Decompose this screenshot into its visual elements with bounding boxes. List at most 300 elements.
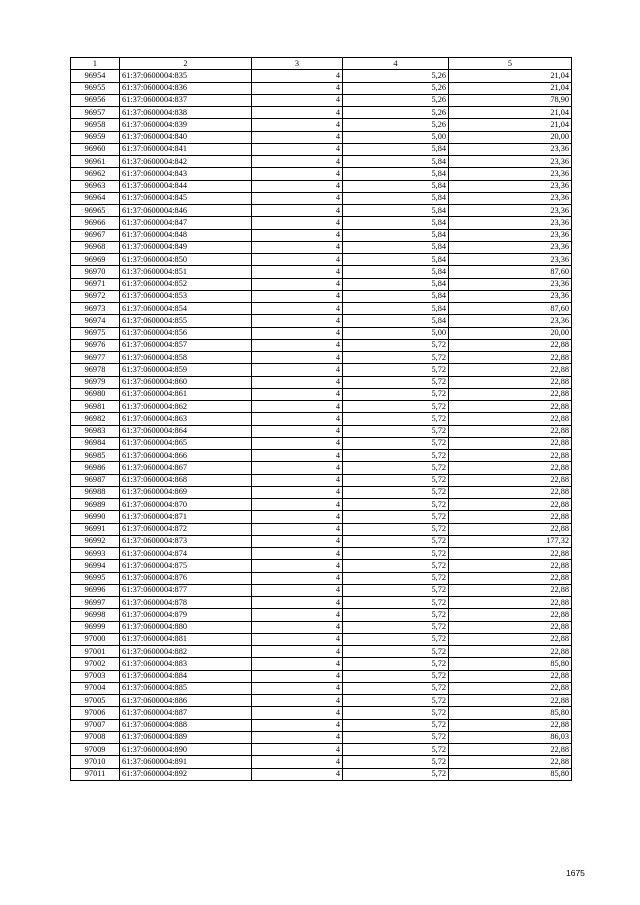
column-header: 4 (343, 58, 449, 70)
table-cell: 5,72 (343, 695, 449, 707)
table-row (71, 205, 572, 217)
table-cell: 61:37:0600004:886 (120, 695, 252, 707)
table-cell: 61:37:0600004:878 (120, 597, 252, 609)
table-cell: 96998 (71, 609, 120, 621)
table-cell: 96966 (71, 217, 120, 229)
table-cell: 4 (252, 523, 343, 535)
table-cell: 22,88 (449, 437, 572, 449)
table-body (71, 70, 572, 781)
table-cell: 61:37:0600004:846 (120, 205, 252, 217)
table-cell: 78,90 (449, 94, 572, 106)
table-cell: 5,26 (343, 107, 449, 119)
table-cell: 4 (252, 584, 343, 596)
table-cell: 22,88 (449, 695, 572, 707)
table-cell: 5,72 (343, 646, 449, 658)
table-cell: 4 (252, 192, 343, 204)
table-row (71, 768, 572, 780)
table-cell: 96991 (71, 523, 120, 535)
table-cell: 85,80 (449, 658, 572, 670)
table-cell: 4 (252, 205, 343, 217)
table-row (71, 425, 572, 437)
table-cell: 97002 (71, 658, 120, 670)
table-cell: 5,72 (343, 364, 449, 376)
table-cell: 5,84 (343, 229, 449, 241)
table-cell: 61:37:0600004:840 (120, 131, 252, 143)
table-cell: 5,84 (343, 156, 449, 168)
table-row (71, 486, 572, 498)
table-row (71, 119, 572, 131)
table-cell: 5,84 (343, 217, 449, 229)
table-row (71, 450, 572, 462)
table-cell: 85,80 (449, 768, 572, 780)
table-cell: 96973 (71, 303, 120, 315)
table-row (71, 658, 572, 670)
table-cell: 22,88 (449, 474, 572, 486)
table-cell: 22,88 (449, 584, 572, 596)
table-row (71, 339, 572, 351)
table-cell: 22,88 (449, 744, 572, 756)
table-cell: 4 (252, 278, 343, 290)
table-cell: 5,72 (343, 682, 449, 694)
table-row (71, 584, 572, 596)
table-cell: 177,32 (449, 535, 572, 547)
table-cell: 96970 (71, 266, 120, 278)
table-cell: 96984 (71, 437, 120, 449)
table-cell: 4 (252, 560, 343, 572)
column-header: 5 (449, 58, 572, 70)
table-cell: 96993 (71, 548, 120, 560)
table-cell: 61:37:0600004:841 (120, 143, 252, 155)
table-cell: 96965 (71, 205, 120, 217)
table-cell: 4 (252, 425, 343, 437)
table-row (71, 499, 572, 511)
table-cell: 5,72 (343, 462, 449, 474)
table-cell: 5,84 (343, 303, 449, 315)
table-cell: 4 (252, 131, 343, 143)
table-row (71, 82, 572, 94)
table-cell: 22,88 (449, 364, 572, 376)
table-cell: 4 (252, 474, 343, 486)
table-row (71, 327, 572, 339)
table-cell: 61:37:0600004:885 (120, 682, 252, 694)
table-cell: 61:37:0600004:891 (120, 756, 252, 768)
table-cell: 5,72 (343, 744, 449, 756)
table-cell: 97009 (71, 744, 120, 756)
table-cell: 4 (252, 572, 343, 584)
table-cell: 23,36 (449, 180, 572, 192)
table-cell: 61:37:0600004:879 (120, 609, 252, 621)
table-row (71, 597, 572, 609)
table-row (71, 364, 572, 376)
table-row (71, 278, 572, 290)
table-cell: 5,84 (343, 266, 449, 278)
table-row (71, 143, 572, 155)
table-cell: 61:37:0600004:836 (120, 82, 252, 94)
table-cell: 22,88 (449, 388, 572, 400)
table-row (71, 229, 572, 241)
table-row (71, 560, 572, 572)
table-cell: 22,88 (449, 401, 572, 413)
table-cell: 96983 (71, 425, 120, 437)
table-cell: 61:37:0600004:887 (120, 707, 252, 719)
column-header: 1 (71, 58, 120, 70)
table-cell: 96972 (71, 290, 120, 302)
table-cell: 4 (252, 437, 343, 449)
table-cell: 4 (252, 376, 343, 388)
table-cell: 4 (252, 315, 343, 327)
table-row (71, 168, 572, 180)
table-cell: 4 (252, 609, 343, 621)
table-cell: 5,72 (343, 523, 449, 535)
table-cell: 61:37:0600004:845 (120, 192, 252, 204)
table-cell: 23,36 (449, 290, 572, 302)
column-header: 3 (252, 58, 343, 70)
table-row (71, 695, 572, 707)
table-cell: 61:37:0600004:850 (120, 254, 252, 266)
table-cell: 61:37:0600004:852 (120, 278, 252, 290)
table-cell: 61:37:0600004:844 (120, 180, 252, 192)
table-cell: 96978 (71, 364, 120, 376)
table-cell: 96996 (71, 584, 120, 596)
table-cell: 22,88 (449, 719, 572, 731)
table-cell: 97005 (71, 695, 120, 707)
column-header: 2 (120, 58, 252, 70)
table-cell: 4 (252, 119, 343, 131)
table-cell: 5,72 (343, 450, 449, 462)
table-cell: 61:37:0600004:848 (120, 229, 252, 241)
table-cell: 61:37:0600004:877 (120, 584, 252, 596)
table-cell: 4 (252, 94, 343, 106)
table-cell: 96960 (71, 143, 120, 155)
table-cell: 61:37:0600004:856 (120, 327, 252, 339)
table-cell: 61:37:0600004:859 (120, 364, 252, 376)
table-row (71, 180, 572, 192)
table-cell: 97006 (71, 707, 120, 719)
table-cell: 61:37:0600004:857 (120, 339, 252, 351)
table-cell: 21,04 (449, 82, 572, 94)
table-cell: 96999 (71, 621, 120, 633)
table-cell: 4 (252, 486, 343, 498)
table-cell: 20,00 (449, 327, 572, 339)
table-cell: 96992 (71, 535, 120, 547)
table-row (71, 731, 572, 743)
table-cell: 96981 (71, 401, 120, 413)
table-cell: 22,88 (449, 633, 572, 645)
table-cell: 61:37:0600004:851 (120, 266, 252, 278)
table-row (71, 474, 572, 486)
table-row (71, 352, 572, 364)
table-row (71, 719, 572, 731)
table-cell: 61:37:0600004:835 (120, 70, 252, 82)
table-cell: 61:37:0600004:865 (120, 437, 252, 449)
table-cell: 23,36 (449, 254, 572, 266)
table-cell: 4 (252, 254, 343, 266)
table-cell: 5,84 (343, 315, 449, 327)
table-cell: 22,88 (449, 670, 572, 682)
table-row (71, 266, 572, 278)
table-cell: 96961 (71, 156, 120, 168)
table-cell: 5,72 (343, 425, 449, 437)
table-row (71, 609, 572, 621)
table-cell: 4 (252, 719, 343, 731)
table-row (71, 462, 572, 474)
table-cell: 96997 (71, 597, 120, 609)
table-cell: 96967 (71, 229, 120, 241)
table-cell: 96988 (71, 486, 120, 498)
table-cell: 4 (252, 646, 343, 658)
table-cell: 21,04 (449, 107, 572, 119)
table-cell: 23,36 (449, 192, 572, 204)
table-header-row (71, 58, 572, 70)
table-cell: 23,36 (449, 143, 572, 155)
table-cell: 5,72 (343, 609, 449, 621)
table-cell: 23,36 (449, 168, 572, 180)
table-cell: 61:37:0600004:860 (120, 376, 252, 388)
table-cell: 5,72 (343, 388, 449, 400)
table-cell: 96986 (71, 462, 120, 474)
table-cell: 22,88 (449, 511, 572, 523)
table-cell: 4 (252, 450, 343, 462)
table-cell: 96989 (71, 499, 120, 511)
table-row (71, 241, 572, 253)
table-cell: 4 (252, 70, 343, 82)
table-cell: 96994 (71, 560, 120, 572)
table-cell: 22,88 (449, 352, 572, 364)
table-cell: 22,88 (449, 756, 572, 768)
table-cell: 61:37:0600004:862 (120, 401, 252, 413)
table-cell: 4 (252, 180, 343, 192)
table-cell: 5,84 (343, 254, 449, 266)
table-cell: 4 (252, 303, 343, 315)
table-row (71, 646, 572, 658)
table-cell: 61:37:0600004:843 (120, 168, 252, 180)
table-cell: 5,72 (343, 486, 449, 498)
table-cell: 22,88 (449, 682, 572, 694)
table-cell: 22,88 (449, 548, 572, 560)
table-cell: 96982 (71, 413, 120, 425)
table-cell: 96956 (71, 94, 120, 106)
table-cell: 61:37:0600004:838 (120, 107, 252, 119)
table-row (71, 437, 572, 449)
table-cell: 96955 (71, 82, 120, 94)
table-cell: 5,26 (343, 119, 449, 131)
table-cell: 4 (252, 535, 343, 547)
table-cell: 22,88 (449, 646, 572, 658)
table-cell: 96990 (71, 511, 120, 523)
table-cell: 4 (252, 217, 343, 229)
table-cell: 97011 (71, 768, 120, 780)
table-cell: 61:37:0600004:853 (120, 290, 252, 302)
table-cell: 5,72 (343, 401, 449, 413)
table-cell: 61:37:0600004:870 (120, 499, 252, 511)
table-cell: 61:37:0600004:883 (120, 658, 252, 670)
table-row (71, 548, 572, 560)
table-row (71, 535, 572, 547)
table-cell: 96959 (71, 131, 120, 143)
table-cell: 22,88 (449, 560, 572, 572)
table-cell: 61:37:0600004:866 (120, 450, 252, 462)
table-cell: 5,72 (343, 731, 449, 743)
table-row (71, 523, 572, 535)
table-cell: 61:37:0600004:861 (120, 388, 252, 400)
table-row (71, 756, 572, 768)
table-cell: 4 (252, 143, 343, 155)
table-cell: 23,36 (449, 315, 572, 327)
table-row (71, 94, 572, 106)
table-cell: 96985 (71, 450, 120, 462)
table-cell: 22,88 (449, 572, 572, 584)
table-cell: 21,04 (449, 119, 572, 131)
table-cell: 5,72 (343, 658, 449, 670)
table-cell: 4 (252, 511, 343, 523)
table-cell: 23,36 (449, 278, 572, 290)
table-cell: 96969 (71, 254, 120, 266)
table-cell: 97000 (71, 633, 120, 645)
table-cell: 4 (252, 462, 343, 474)
table-cell: 96971 (71, 278, 120, 290)
table-cell: 5,72 (343, 621, 449, 633)
table-row (71, 707, 572, 719)
table-cell: 4 (252, 364, 343, 376)
table-cell: 61:37:0600004:876 (120, 572, 252, 584)
table-cell: 5,84 (343, 241, 449, 253)
table-cell: 61:37:0600004:847 (120, 217, 252, 229)
table-cell: 5,00 (343, 131, 449, 143)
table-row (71, 511, 572, 523)
table-cell: 96957 (71, 107, 120, 119)
table-cell: 4 (252, 156, 343, 168)
table-cell: 97003 (71, 670, 120, 682)
table-row (71, 633, 572, 645)
table-cell: 61:37:0600004:854 (120, 303, 252, 315)
table-cell: 5,72 (343, 670, 449, 682)
table-cell: 22,88 (449, 462, 572, 474)
table-cell: 21,04 (449, 70, 572, 82)
table-cell: 22,88 (449, 523, 572, 535)
table-cell: 61:37:0600004:880 (120, 621, 252, 633)
table-cell: 4 (252, 352, 343, 364)
table-cell: 5,26 (343, 70, 449, 82)
table-cell: 61:37:0600004:867 (120, 462, 252, 474)
table-cell: 5,72 (343, 707, 449, 719)
table-cell: 4 (252, 768, 343, 780)
table-cell: 22,88 (449, 597, 572, 609)
table-row (71, 254, 572, 266)
table-cell: 23,36 (449, 217, 572, 229)
table-cell: 22,88 (449, 425, 572, 437)
table-cell: 4 (252, 744, 343, 756)
table-cell: 5,84 (343, 278, 449, 290)
table-cell: 4 (252, 168, 343, 180)
table-cell: 5,72 (343, 597, 449, 609)
table-row (71, 572, 572, 584)
table-cell: 4 (252, 707, 343, 719)
table-cell: 96979 (71, 376, 120, 388)
table-cell: 61:37:0600004:869 (120, 486, 252, 498)
table-cell: 23,36 (449, 241, 572, 253)
page-number: 1675 (566, 868, 585, 878)
table-row (71, 217, 572, 229)
table-cell: 4 (252, 548, 343, 560)
table-cell: 5,72 (343, 499, 449, 511)
table-row (71, 192, 572, 204)
table-cell: 4 (252, 633, 343, 645)
table-cell: 61:37:0600004:839 (120, 119, 252, 131)
table-cell: 61:37:0600004:868 (120, 474, 252, 486)
table-cell: 97010 (71, 756, 120, 768)
table-cell: 4 (252, 241, 343, 253)
table-cell: 5,72 (343, 633, 449, 645)
table-cell: 5,72 (343, 756, 449, 768)
table-cell: 61:37:0600004:889 (120, 731, 252, 743)
table-cell: 61:37:0600004:884 (120, 670, 252, 682)
table-cell: 61:37:0600004:892 (120, 768, 252, 780)
table-cell: 5,72 (343, 768, 449, 780)
table-row (71, 315, 572, 327)
table-row (71, 413, 572, 425)
table-cell: 22,88 (449, 376, 572, 388)
table-cell: 96954 (71, 70, 120, 82)
table-row (71, 682, 572, 694)
parcel-table (70, 57, 572, 781)
table-cell: 96995 (71, 572, 120, 584)
table-cell: 5,84 (343, 168, 449, 180)
table-cell: 61:37:0600004:874 (120, 548, 252, 560)
table-cell: 61:37:0600004:875 (120, 560, 252, 572)
table-cell: 61:37:0600004:882 (120, 646, 252, 658)
table-cell: 22,88 (449, 609, 572, 621)
table-row (71, 107, 572, 119)
table-cell: 4 (252, 413, 343, 425)
table-cell: 86,03 (449, 731, 572, 743)
table-cell: 61:37:0600004:873 (120, 535, 252, 547)
table-cell: 5,72 (343, 560, 449, 572)
table-cell: 5,84 (343, 180, 449, 192)
table-cell: 4 (252, 388, 343, 400)
table-cell: 22,88 (449, 499, 572, 511)
table-cell: 61:37:0600004:858 (120, 352, 252, 364)
table-cell: 4 (252, 339, 343, 351)
table-row (71, 621, 572, 633)
table-cell: 61:37:0600004:837 (120, 94, 252, 106)
table-cell: 96975 (71, 327, 120, 339)
table-cell: 96958 (71, 119, 120, 131)
table-cell: 61:37:0600004:888 (120, 719, 252, 731)
table-row (71, 290, 572, 302)
table-cell: 4 (252, 695, 343, 707)
table-cell: 5,72 (343, 535, 449, 547)
table-cell: 96963 (71, 180, 120, 192)
table-cell: 5,72 (343, 376, 449, 388)
table-cell: 96962 (71, 168, 120, 180)
table-cell: 5,72 (343, 474, 449, 486)
table-cell: 4 (252, 107, 343, 119)
table-cell: 61:37:0600004:863 (120, 413, 252, 425)
table-cell: 22,88 (449, 486, 572, 498)
table-cell: 5,72 (343, 548, 449, 560)
table-cell: 96976 (71, 339, 120, 351)
table-cell: 4 (252, 266, 343, 278)
table-cell: 5,72 (343, 352, 449, 364)
table-cell: 4 (252, 327, 343, 339)
table-cell: 4 (252, 290, 343, 302)
table-row (71, 376, 572, 388)
table-cell: 4 (252, 621, 343, 633)
table-cell: 87,60 (449, 266, 572, 278)
table-row (71, 131, 572, 143)
table-cell: 61:37:0600004:842 (120, 156, 252, 168)
table-cell: 4 (252, 401, 343, 413)
